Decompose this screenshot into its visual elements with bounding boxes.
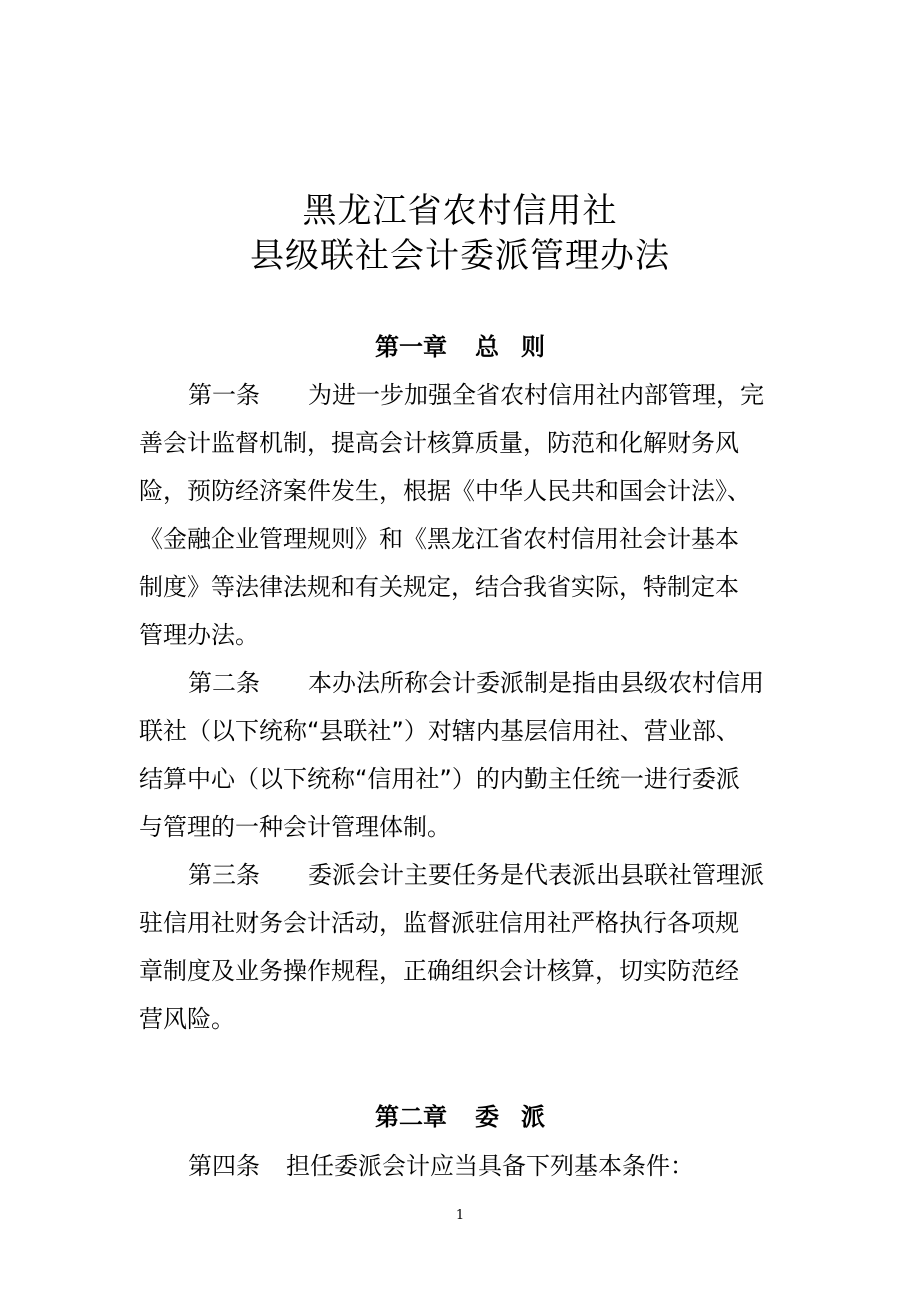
- document-title-line-2: 县级联社会计委派管理办法: [250, 236, 670, 276]
- article-2-line-3: 结算中心（以下统称“信用社”）的内勤主任统一进行委派: [139, 765, 740, 793]
- article-2-text-1: 本办法所称会计委派制是指由县级农村信用: [308, 669, 764, 697]
- article-1-line-4: 《金融企业管理规则》和《黑龙江省农村信用社会计基本: [139, 525, 739, 553]
- article-3-number: 第三条: [188, 861, 260, 889]
- page-number: 1: [455, 1208, 465, 1223]
- article-2-line-2: 联社（以下统称“县联社”）对辖内基层信用社、营业部、: [139, 717, 740, 745]
- article-1-line-6: 管理办法。: [139, 621, 259, 649]
- article-4-text-1: 担任委派会计应当具备下列基本条件：: [286, 1152, 694, 1180]
- chapter-2-number: 第二章: [375, 1103, 447, 1131]
- article-3-line-3: 章制度及业务操作规程，正确组织会计核算，切实防范经: [139, 957, 739, 985]
- chapter-2-title-char-2: 派: [521, 1103, 545, 1131]
- article-3-line-2: 驻信用社财务会计活动，监督派驻信用社严格执行各项规: [139, 909, 739, 937]
- article-2-number: 第二条: [188, 669, 260, 697]
- article-1-text-1: 为进一步加强全省农村信用社内部管理，完: [308, 381, 764, 409]
- document-title-line-1: 黑龙江省农村信用社: [302, 191, 618, 231]
- article-3-text-1: 委派会计主要任务是代表派出县联社管理派: [308, 861, 764, 889]
- article-3-line-1: [188, 858, 764, 892]
- chapter-2-title-char-1: 委: [475, 1103, 499, 1131]
- article-1-number: 第一条: [188, 381, 260, 409]
- chapter-1-title-char-1: 总: [475, 333, 499, 361]
- chapter-1-title-char-2: 则: [521, 333, 545, 361]
- article-1-line-1: [188, 378, 764, 412]
- chapter-2-heading: [0, 1100, 920, 1134]
- article-2-line-1: [188, 666, 764, 700]
- article-1-line-5: 制度》等法律法规和有关规定，结合我省实际，特制定本: [139, 573, 739, 601]
- article-4-line-1: [188, 1149, 694, 1183]
- article-4-number: 第四条: [188, 1152, 260, 1180]
- article-3-line-4: 营风险。: [139, 1005, 235, 1033]
- article-1-line-2: 善会计监督机制，提高会计核算质量，防范和化解财务风: [139, 429, 739, 457]
- chapter-1-number: 第一章: [375, 333, 447, 361]
- article-1-line-3: 险，预防经济案件发生，根据《中华人民共和国会计法》、: [139, 477, 751, 505]
- article-2-line-4: 与管理的一种会计管理体制。: [139, 813, 451, 841]
- chapter-1-heading: [0, 330, 920, 364]
